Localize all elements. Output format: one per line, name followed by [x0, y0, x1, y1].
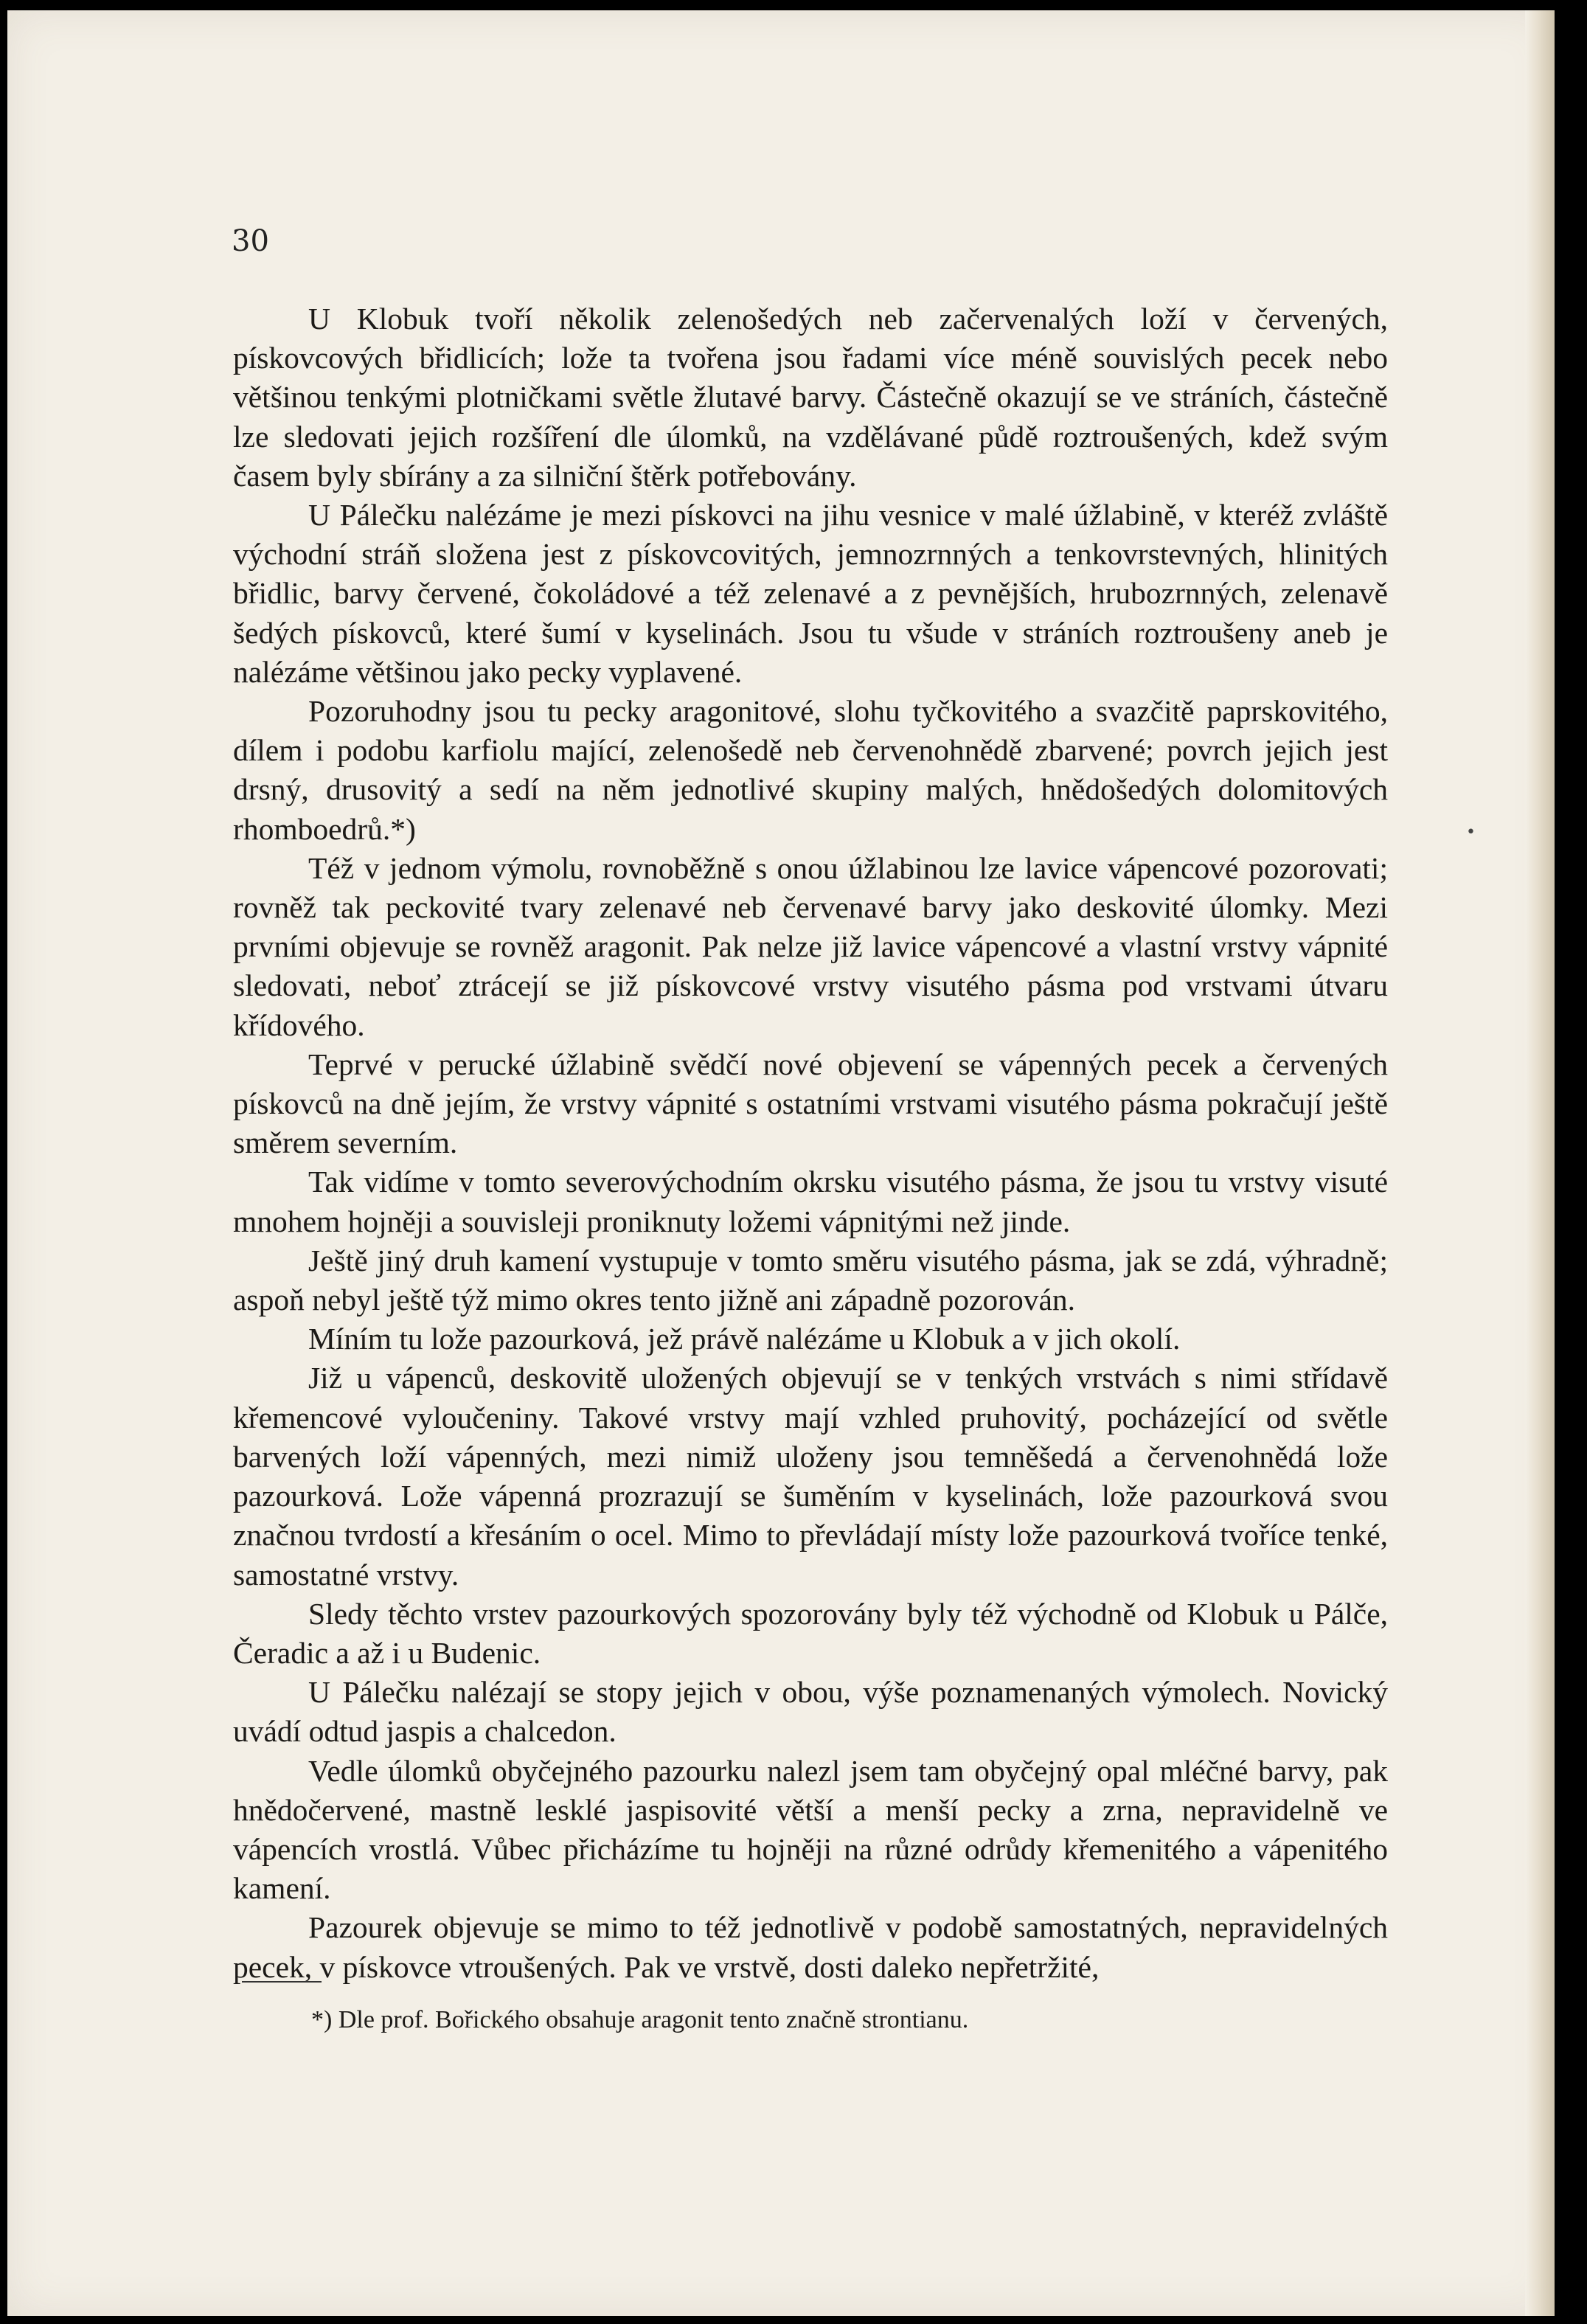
paragraph-3: Pozoruhodny jsou tu pecky aragonitové, slohu tyčkovitého a svazčitě paprskovitého, dílem i podobu karfiolu mající, zelenošedě neb červenohnědě zbarvené; povrch jejich jest drsný, drusovitý a sedí na něm jednotlivé skupiny malých, hnědošedých dolomitových rhomboedrů.*) [233, 694, 1388, 846]
footnote: *) Dle prof. Bořického obsahuje aragonit tento značně strontianu. [311, 2006, 969, 2033]
paragraph-8: Míním tu lože pazourková, jež právě nalézáme u Klobuk a v jich okolí. [308, 1322, 1181, 1356]
paragraph-11: U Pálečku nalézají se stopy jejich v obou, výše poznamenaných výmolech. Novický uvádí odtud jaspis a chalcedon. [233, 1675, 1388, 1749]
paragraph-6: Tak vidíme v tomto severovýchodním okrsku visutého pásma, že jsou tu vrstvy visuté mnohem hojněji a souvisleji proniknuty ložemi vápnitými než jinde. [233, 1165, 1388, 1238]
footnote-rule [242, 1981, 322, 1983]
paragraph-1: U Klobuk tvoří několik zelenošedých neb začervenalých loží v červených, pískovcových břidlicích; lože ta tvořena jsou řadami více méně souvislých pecek nebo většinou tenkými plotničkami světle žlutavé barvy. Částečně okazují se ve stráních, částečně lze sledovati jejich rozšíření dle úlomků, na vzdělávané půdě roztroušených, kdež svým časem byly sbírány a za silniční štěrk potřebovány. [233, 302, 1388, 493]
book-page [7, 10, 1555, 2316]
body-text [233, 299, 1388, 1987]
paragraph-10: Sledy těchto vrstev pazourkových spozorovány byly též východně od Klobuk u Pálče, Čeradic a až i u Budenic. [233, 1596, 1388, 1670]
paragraph-2: U Pálečku nalézáme je mezi pískovci na jihu vesnice v malé úžlabině, v kteréž zvláště východní stráň složena jest z pískovcovitých, jemnozrnných a tenkovrstevných, hlinitých břidlic, barvy červené, čokoládové a též zelenavé a z pevnějších, hrubozrnných, zelenavě šedých pískovců, které šumí v kyselinách. Jsou tu všude v stráních roztroušeny aneb je nalézáme většinou jako pecky vyplavené. [233, 498, 1388, 689]
margin-mark: • [1466, 823, 1476, 842]
page-spine-shadow [1525, 10, 1555, 2316]
paragraph-7: Ještě jiný druh kamení vystupuje v tomto směru visutého pásma, jak se zdá, výhradně; aspoň nebyl ještě týž mimo okres tento jižně ani západně pozorován. [233, 1243, 1388, 1317]
page-number: 30 [232, 224, 269, 258]
paragraph-9: Již u vápenců, deskovitě uložených objevují se v tenkých vrstvách s nimi střídavě křemencové vyloučeniny. Takové vrstvy mají vzhled pruhovitý, pocházející od světle barvených loží vápenných, mezi nimiž uloženy jsou temněšedá a červenohnědá lože pazourková. Lože vápenná prozrazují se šuměním v kyselinách, lože pazourková svou značnou tvrdostí a křesáním o ocel. Mimo to převládají místy lože pazourková tvoříce tenké, samostatné vrstvy. [233, 1361, 1388, 1592]
paragraph-4: Též v jednom výmolu, rovnoběžně s onou úžlabinou lze lavice vápencové pozorovati; rovněž tak peckovité tvary zelenavé neb červenavé barvy jako deskovité úlomky. Mezi prvními objevuje se rovněž aragonit. Pak nelze již lavice vápencové a vlastní vrstvy vápnité sledovati, neboť ztrácejí se již pískovcové vrstvy visutého pásma pod vrstvami útvaru křídového. [233, 850, 1388, 1042]
paragraph-12: Vedle úlomků obyčejného pazourku nalezl jsem tam obyčejný opal mléčné barvy, pak hnědočervené, mastně lesklé jaspisovité větší a menší pecky a zrna, nepravidelně ve vápencích vrostlá. Vůbec přicházíme tu hojněji na různé odrůdy křemenitého a vápenitého kamení. [233, 1753, 1388, 1906]
paragraph-5: Teprvé v perucké úžlabině svědčí nové objevení se vápenných pecek a červených pískovců na dně jejím, že vrstvy vápnité s ostatními vrstvami visutého pásma pokračují ještě směrem severním. [233, 1047, 1388, 1160]
paragraph-13: Pazourek objevuje se mimo to též jednotlivě v podobě samostatných, nepravidelných pecek, v pískovce vtroušených. Pak ve vrstvě, dosti daleko nepřetržité, [233, 1910, 1388, 1984]
